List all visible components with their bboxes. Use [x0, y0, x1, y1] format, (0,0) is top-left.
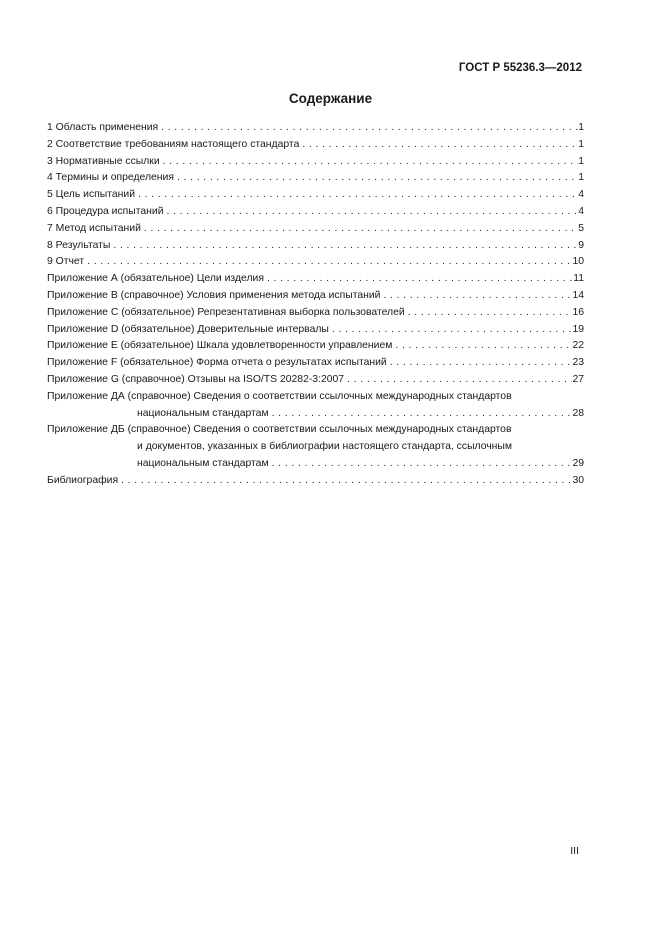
document-code: ГОСТ Р 55236.3—2012 [458, 62, 582, 74]
toc-page-number: 1 [578, 138, 584, 150]
toc-leader-dots [329, 322, 573, 339]
page-number: III [570, 845, 579, 857]
toc-leader-dots [264, 271, 573, 288]
toc-line [47, 271, 584, 288]
toc-leader-dots [84, 254, 572, 271]
toc-entry [47, 338, 584, 355]
toc-page-number: 4 [578, 205, 584, 217]
toc-line [47, 254, 584, 271]
toc-entry [47, 422, 584, 472]
toc-line [47, 120, 584, 137]
toc-entry [47, 288, 584, 305]
toc-entry [47, 372, 584, 389]
toc-entry-label: Приложение G (справочное) Отзывы на ISO/TS 20282-3:2007 [47, 373, 345, 385]
toc-entry [47, 305, 584, 322]
toc-line [47, 170, 584, 187]
toc-line [47, 406, 584, 423]
toc-page-number: 30 [572, 474, 584, 486]
toc-entry [47, 271, 584, 288]
toc-line [47, 338, 584, 355]
toc-leader-dots [158, 120, 578, 137]
toc-leader-dots [164, 204, 579, 221]
toc-page-number: 28 [572, 407, 584, 419]
toc-entry-label: Библиография [47, 474, 119, 486]
toc-entry [47, 389, 584, 423]
toc-entry-label: Приложение F (обязательное) Форма отчета о результатах испытаний [47, 357, 387, 369]
toc-line [47, 137, 584, 154]
toc-leader-dots [380, 288, 572, 305]
toc-entry-label: Приложение А (обязательное) Цели изделия [47, 273, 264, 285]
toc-entry-label: Приложение С (обязательное) Репрезентативная выборка пользователей [47, 306, 405, 318]
toc-line [47, 154, 584, 171]
toc-page-number: 29 [572, 457, 584, 469]
toc-entry-label: и документов, указанных в библиографии настоящего стандарта, ссылочным [137, 441, 513, 453]
toc-line [47, 473, 584, 490]
toc-line [47, 288, 584, 305]
toc-entry [47, 355, 584, 372]
toc-line [47, 355, 584, 372]
toc-page-number: 11 [573, 273, 584, 285]
toc-entry-label: национальным стандартам [137, 457, 269, 469]
toc-line [47, 389, 584, 406]
toc-entry-label: 9 Отчет [47, 256, 85, 268]
toc-entry-label: национальным стандартам [137, 407, 269, 419]
toc-leader-dots [405, 305, 573, 322]
toc-page-number: 19 [572, 323, 584, 335]
toc-entry [47, 187, 584, 204]
toc-line [47, 372, 584, 389]
toc-page-number: 4 [578, 189, 584, 201]
toc-page-number: 1 [578, 155, 584, 167]
toc-page-number: 27 [572, 373, 584, 385]
toc-leader-dots [269, 406, 573, 423]
toc-entry-label: 4 Термины и определения [47, 172, 174, 184]
toc-entry-label: 6 Процедура испытаний [47, 205, 164, 217]
toc-entry-label: 5 Цель испытаний [47, 189, 136, 201]
toc-page-number: 22 [572, 340, 584, 352]
toc-entry-label: Приложение Е (обязательное) Шкала удовлетворенности управлением [47, 340, 393, 352]
toc-entry [47, 154, 584, 171]
toc-entry-label: Приложение ДА (справочное) Сведения о соответствии ссылочных международных стандартов [47, 390, 512, 402]
toc-leader-dots [135, 187, 578, 204]
toc-line [47, 422, 584, 439]
toc-line [47, 204, 584, 221]
toc-line [47, 187, 584, 204]
toc-entry [47, 238, 584, 255]
toc-entry-label: 2 Соответствие требованиям настоящего стандарта [47, 138, 300, 150]
page-title: Содержание [288, 91, 373, 106]
toc-page-number: 1 [578, 172, 584, 184]
toc-line [47, 305, 584, 322]
toc-page-number: 5 [578, 222, 584, 234]
toc-leader-dots [344, 372, 572, 389]
toc-entry [47, 204, 584, 221]
toc-leader-dots [141, 221, 578, 238]
toc-leader-dots [387, 355, 573, 372]
toc-page-number: 23 [572, 357, 584, 369]
toc-entry-label: 8 Результаты [47, 239, 111, 251]
toc-page-number: 14 [572, 289, 584, 301]
toc-leader-dots [299, 137, 578, 154]
toc-page-number: 16 [572, 306, 584, 318]
toc-line [47, 439, 584, 456]
toc-line [47, 456, 584, 473]
toc-page-number: 9 [578, 239, 584, 251]
toc-leader-dots [118, 473, 572, 490]
toc-entry-label: Приложение В (справочное) Условия применения метода испытаний [47, 289, 381, 301]
toc-entry [47, 221, 584, 238]
toc-entry [47, 120, 584, 137]
toc-leader-dots [160, 154, 579, 171]
toc-page-number: 10 [572, 256, 584, 268]
toc-entry-label: Приложение ДБ (справочное) Сведения о соответствии ссылочных международных стандартов [47, 424, 512, 436]
toc-entry-label: 3 Нормативные ссылки [47, 155, 160, 167]
toc-entry [47, 137, 584, 154]
toc-page-number: 1 [578, 122, 584, 133]
toc-leader-dots [174, 170, 578, 187]
toc-entry [47, 170, 584, 187]
toc-line [47, 221, 584, 238]
toc-entry-label: Приложение D (обязательное) Доверительные интервалы [47, 323, 329, 335]
toc-entry-label: 7 Метод испытаний [47, 222, 141, 234]
toc-line [47, 322, 584, 339]
toc-leader-dots [110, 238, 578, 255]
toc-leader-dots [269, 456, 573, 473]
toc-entry [47, 473, 584, 490]
table-of-contents [47, 120, 584, 490]
toc-entry-label: 1 Область применения [47, 122, 159, 133]
toc-entry [47, 322, 584, 339]
toc-line [47, 238, 584, 255]
toc-entry [47, 254, 584, 271]
toc-leader-dots [392, 338, 572, 355]
